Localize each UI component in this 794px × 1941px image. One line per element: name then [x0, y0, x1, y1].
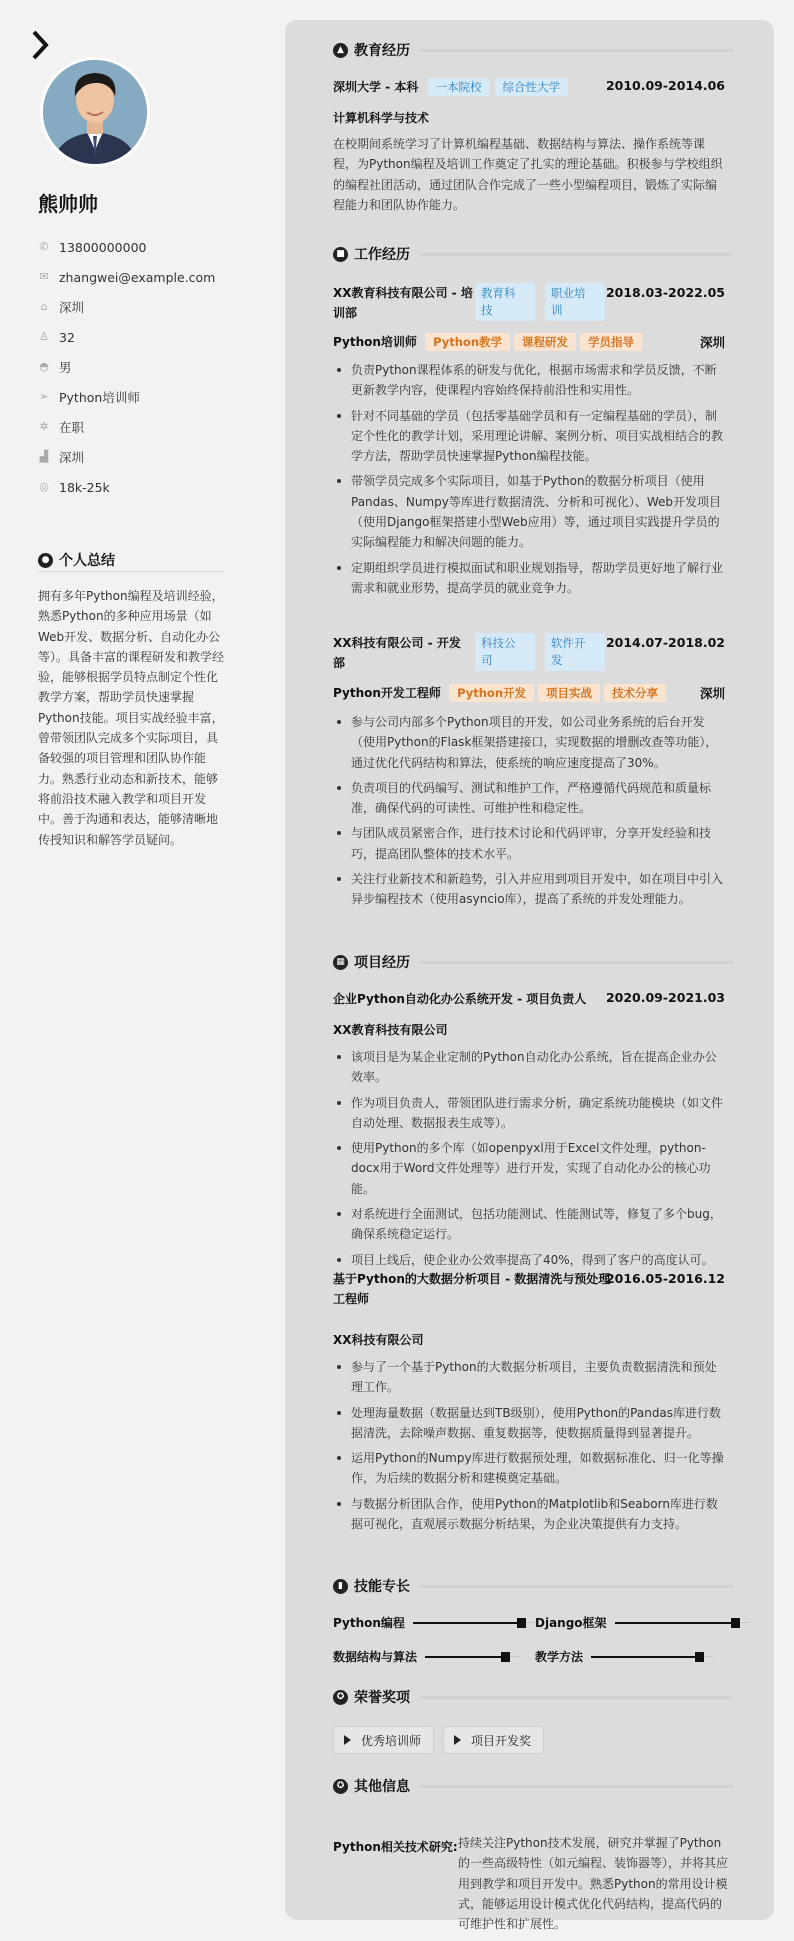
role-title: Python开发工程师 [333, 686, 441, 700]
section-title: 教育经历 [354, 43, 410, 59]
tag-text: 训 [551, 303, 563, 317]
school-name: 深圳大学 - 本科 [333, 80, 419, 94]
divider [420, 253, 733, 256]
tag-text: 发 [551, 653, 563, 667]
project-row [333, 1269, 725, 1309]
gender-icon: ◓ [39, 360, 49, 373]
skill-bar [591, 1656, 704, 1658]
divider [420, 1785, 733, 1788]
contact-text: 男 [59, 360, 72, 375]
list-item: 处理海量数据（数据量达到TB级别），使用Python的Pandas库进行数据清洗，去除噪声数据、重复数据等，使数据质量得到显著提升。 [333, 1403, 725, 1444]
skill-track [510, 1656, 520, 1657]
tag-text: 职业培 [551, 286, 586, 300]
project-name: 企业Python自动化办公系统开发 - 项目负责人 [333, 992, 587, 1006]
section-title: 项目经历 [354, 955, 410, 971]
contact-email [38, 262, 215, 292]
grid-icon: ▦ [333, 955, 348, 970]
list-item: 该项目是为某企业定制的Python自动化办公系统，旨在提高企业办公效率。 [333, 1047, 725, 1088]
company-tag [475, 633, 535, 671]
company-tag [545, 633, 605, 671]
user-icon: ● [38, 553, 53, 568]
project-company: XX教育科技有限公司 [333, 1023, 448, 1037]
divider [420, 49, 733, 52]
tag-text: 司 [481, 653, 493, 667]
divider [38, 571, 224, 572]
skill-item [535, 1614, 750, 1631]
skill-bar [413, 1622, 526, 1624]
role-tag: 项目实战 [538, 684, 600, 702]
company-name: XX教育科技有限公司 - 培 [333, 286, 473, 300]
tag-text: 软件开 [551, 636, 586, 650]
job-city: 深圳 [699, 686, 725, 701]
work-heading [333, 244, 733, 264]
list-item: 关注行业新技术和新趋势，引入并应用到项目开发中，如在项目中引入异步编程技术（使用asyncio库），提高了系统的并发处理能力。 [333, 869, 725, 910]
project-date: 2016.05-2016.12 [605, 1271, 725, 1286]
contact-text: 深圳 [59, 450, 85, 465]
contact-status [38, 412, 215, 442]
company-name-cont: 部 [333, 656, 346, 670]
award-label: 项目开发奖 [471, 1733, 532, 1748]
list-item: 定期组织学员进行模拟面试和职业规划指导，帮助学员更好地了解行业需求和就业形势，提高学员的就业竞争力。 [333, 558, 725, 599]
divider [420, 961, 733, 964]
list-item: 与数据分析团队合作，使用Python的Matplotlib和Seaborn库进行数据可视化，直观展示数据分析结果，为企业决策提供有力支持。 [333, 1494, 725, 1535]
skill-item [333, 1648, 520, 1665]
project-bullets [333, 1357, 725, 1539]
company-name-cont: 训部 [333, 306, 358, 320]
role-title: Python培训师 [333, 335, 417, 349]
contact-text: zhangwei@example.com [59, 269, 216, 285]
age-icon: ♙ [39, 330, 49, 343]
skill-name: 数据结构与算法 [333, 1650, 418, 1664]
company-tag [545, 283, 605, 321]
status-icon: ✲ [39, 420, 49, 433]
contact-salary [38, 472, 215, 502]
skill-item [535, 1648, 714, 1665]
job-date: 2018.03-2022.05 [605, 285, 725, 300]
home-icon: ⌂ [40, 300, 48, 313]
role-row [333, 684, 725, 702]
contact-phone [38, 232, 215, 262]
job-bullets [333, 712, 725, 915]
project-row [333, 990, 725, 1007]
send-icon: ➢ [39, 390, 49, 403]
job-row [333, 633, 725, 673]
award-badge [333, 1726, 434, 1754]
list-item: 负责项目的代码编写、测试和维护工作，严格遵循代码规范和质量标准，确保代码的可读性、可维护性和稳定性。 [333, 778, 725, 819]
list-item: 作为项目负责人，带领团队进行需求分析，确定系统功能模块（如文件自动处理、数据报表生成等）。 [333, 1093, 725, 1134]
skill-item [333, 1614, 536, 1631]
contact-city [38, 442, 215, 472]
job-bullets [333, 360, 725, 603]
briefcase-icon: ■ [333, 247, 348, 262]
play-icon [454, 1735, 461, 1745]
contact-location [38, 292, 215, 322]
skill-name: Python编程 [333, 1616, 405, 1630]
project-name-cont: 工程师 [333, 1292, 370, 1306]
contact-text: 在职 [59, 420, 85, 435]
list-item: 带领学员完成多个实际项目，如基于Python的数据分析项目（使用Pandas、Numpy等库进行数据清洗、分析和可视化）、Web开发项目（使用Django框架搭建小型Web应用）等，通过项目实践提升学员的实际编程能力和解决问题的能力。 [333, 471, 725, 552]
honors-heading [333, 1687, 733, 1707]
role-tag: Python开发 [449, 684, 534, 702]
school-tag: 一本院校 [428, 78, 490, 96]
section-title: 荣誉奖项 [354, 1690, 410, 1706]
education-desc: 在校期间系统学习了计算机编程基础、数据结构与算法、操作系统等课程，为Python编程及培训工作奠定了扎实的理论基础。积极参与学校组织的编程社团活动，通过团队合作完成了一些小型编程项目，锻炼了实际编程能力和团队协作能力。 [333, 137, 723, 212]
main-panel [285, 20, 774, 1932]
section-title: 技能专长 [354, 1579, 410, 1595]
tag-text: 科技公 [481, 636, 516, 650]
summary-text: 拥有多年Python编程及培训经验，熟悉Python的多种应用场景（如Web开发、数据分析、自动化办公等）。具备丰富的课程研发和教学经验，能够根据学员特点制定个性化教学方案，帮助学员快速掌握Python技能。项目实战经验丰富，曾带领团队完成多个实际项目，具备较强的项目管理和团队协作能力。熟悉行业动态和新技术，能够将前沿技术融入教学和项目开发中。善于沟通和表达，能够清晰地传授知识和解答学员疑问。 [38, 589, 225, 847]
other-heading [333, 1776, 733, 1796]
list-item: 针对不同基础的学员（包括零基础学员和有一定编程基础的学员），制定个性化的教学计划，采用理论讲解、案例分析、项目实战相结合的教学方法，帮助学员快速掌握Python编程技能。 [333, 406, 725, 467]
contact-list [38, 232, 215, 502]
skills-heading [333, 1576, 733, 1596]
other-text: 持续关注Python技术发展，研究并掌握了Python的一些高级特性（如元编程、装饰器等），并将其应用到教学和项目开发中。熟悉Python的常用设计模式，能够运用设计模式优化代码结构，提高代码的可维护性和扩展性。 [458, 1836, 729, 1932]
award-badge [443, 1726, 544, 1754]
section-title: 工作经历 [354, 247, 410, 263]
job-date: 2014.07-2018.02 [605, 635, 725, 650]
avatar-photo [43, 60, 147, 164]
contact-text: 深圳 [59, 300, 85, 315]
section-title: 其他信息 [354, 1779, 410, 1795]
role-tag: Python教学 [425, 333, 510, 351]
contact-text: Python培训师 [59, 390, 140, 405]
salary-icon: ◎ [39, 480, 49, 493]
list-item: 项目上线后，使企业办公效率提高了40%，得到了客户的高度认可。 [333, 1250, 725, 1270]
list-item: 运用Python的Numpy库进行数据预处理，如数据标准化、归一化等操作，为后续的数据分析和建模奠定基础。 [333, 1448, 725, 1489]
contact-text: 13800000000 [59, 239, 147, 255]
list-item: 负责Python课程体系的研发与优化，根据市场需求和学员反馈，不断更新教学内容，使课程内容始终保持前沿性和实用性。 [333, 360, 725, 401]
award-icon: ✪ [333, 1690, 348, 1705]
job-city: 深圳 [699, 335, 725, 350]
divider [420, 1585, 733, 1588]
list-item: 使用Python的多个库（如openpyxl用于Excel文件处理，python-docx用于Word文件处理等）进行开发，实现了自动化办公的核心功能。 [333, 1138, 725, 1199]
company-name: XX科技有限公司 - 开发 [333, 636, 461, 650]
school-tag: 综合性大学 [495, 78, 569, 96]
role-tag: 学员指导 [580, 333, 642, 351]
info-icon: ✪ [333, 1779, 348, 1794]
award-label: 优秀培训师 [361, 1733, 422, 1748]
tag-text: 技 [481, 303, 493, 317]
contact-age [38, 322, 215, 352]
education-heading [333, 40, 733, 60]
skill-bar [615, 1622, 740, 1624]
building-icon: ▟ [39, 450, 49, 463]
contact-job [38, 382, 215, 412]
skill-name: 教学方法 [535, 1650, 584, 1664]
contact-text: 32 [59, 329, 75, 345]
profile-name: 熊帅帅 [38, 192, 98, 216]
other-label: Python相关技术研究: [333, 1840, 458, 1854]
list-item: 参与了一个基于Python的大数据分析项目，主要负责数据清洗和预处理工作。 [333, 1357, 725, 1398]
divider [420, 1696, 733, 1699]
company-tag [475, 283, 535, 321]
bar-chart-icon: ▮ [333, 1579, 348, 1594]
project-company: XX科技有限公司 [333, 1333, 424, 1347]
logo-icon [32, 30, 50, 60]
contact-text: 18k-25k [59, 479, 110, 495]
contact-gender [38, 352, 215, 382]
skill-track [704, 1656, 714, 1657]
graduation-cap-icon: ▲ [333, 43, 348, 58]
projects-heading [333, 952, 733, 972]
summary-heading [38, 550, 224, 570]
project-bullets [333, 1047, 725, 1275]
education-date: 2010.09-2014.06 [605, 78, 725, 93]
mail-icon: ✉ [39, 270, 49, 283]
list-item: 对系统进行全面测试，包括功能测试、性能测试等，修复了多个bug，确保系统稳定运行。 [333, 1204, 725, 1245]
project-date: 2020.09-2021.03 [605, 990, 725, 1005]
role-tag: 课程研发 [514, 333, 576, 351]
phone-icon: ✆ [39, 240, 49, 253]
list-item: 参与公司内部多个Python项目的开发，如公司业务系统的后台开发（使用Python的Flask框架搭建接口，实现数据的增删改查等功能），通过优化代码结构和算法，使系统的响应速度提高了30%。 [333, 712, 725, 773]
skill-name: Django框架 [535, 1616, 607, 1630]
major: 计算机科学与技术 [333, 111, 430, 125]
role-row [333, 333, 725, 351]
play-icon [344, 1735, 351, 1745]
project-name: 基于Python的大数据分析项目 - 数据清洗与预处理 [333, 1272, 611, 1286]
tag-text: 教育科 [481, 286, 516, 300]
list-item: 与团队成员紧密合作，进行技术讨论和代码评审，分享开发经验和技巧，提高团队整体的技术水平。 [333, 823, 725, 864]
education-row [333, 78, 725, 96]
job-row [333, 283, 725, 323]
summary-title: 个人总结 [59, 553, 115, 569]
skill-bar [425, 1656, 510, 1658]
skill-track [740, 1622, 750, 1623]
avatar [40, 57, 150, 167]
role-tag: 技术分享 [604, 684, 666, 702]
